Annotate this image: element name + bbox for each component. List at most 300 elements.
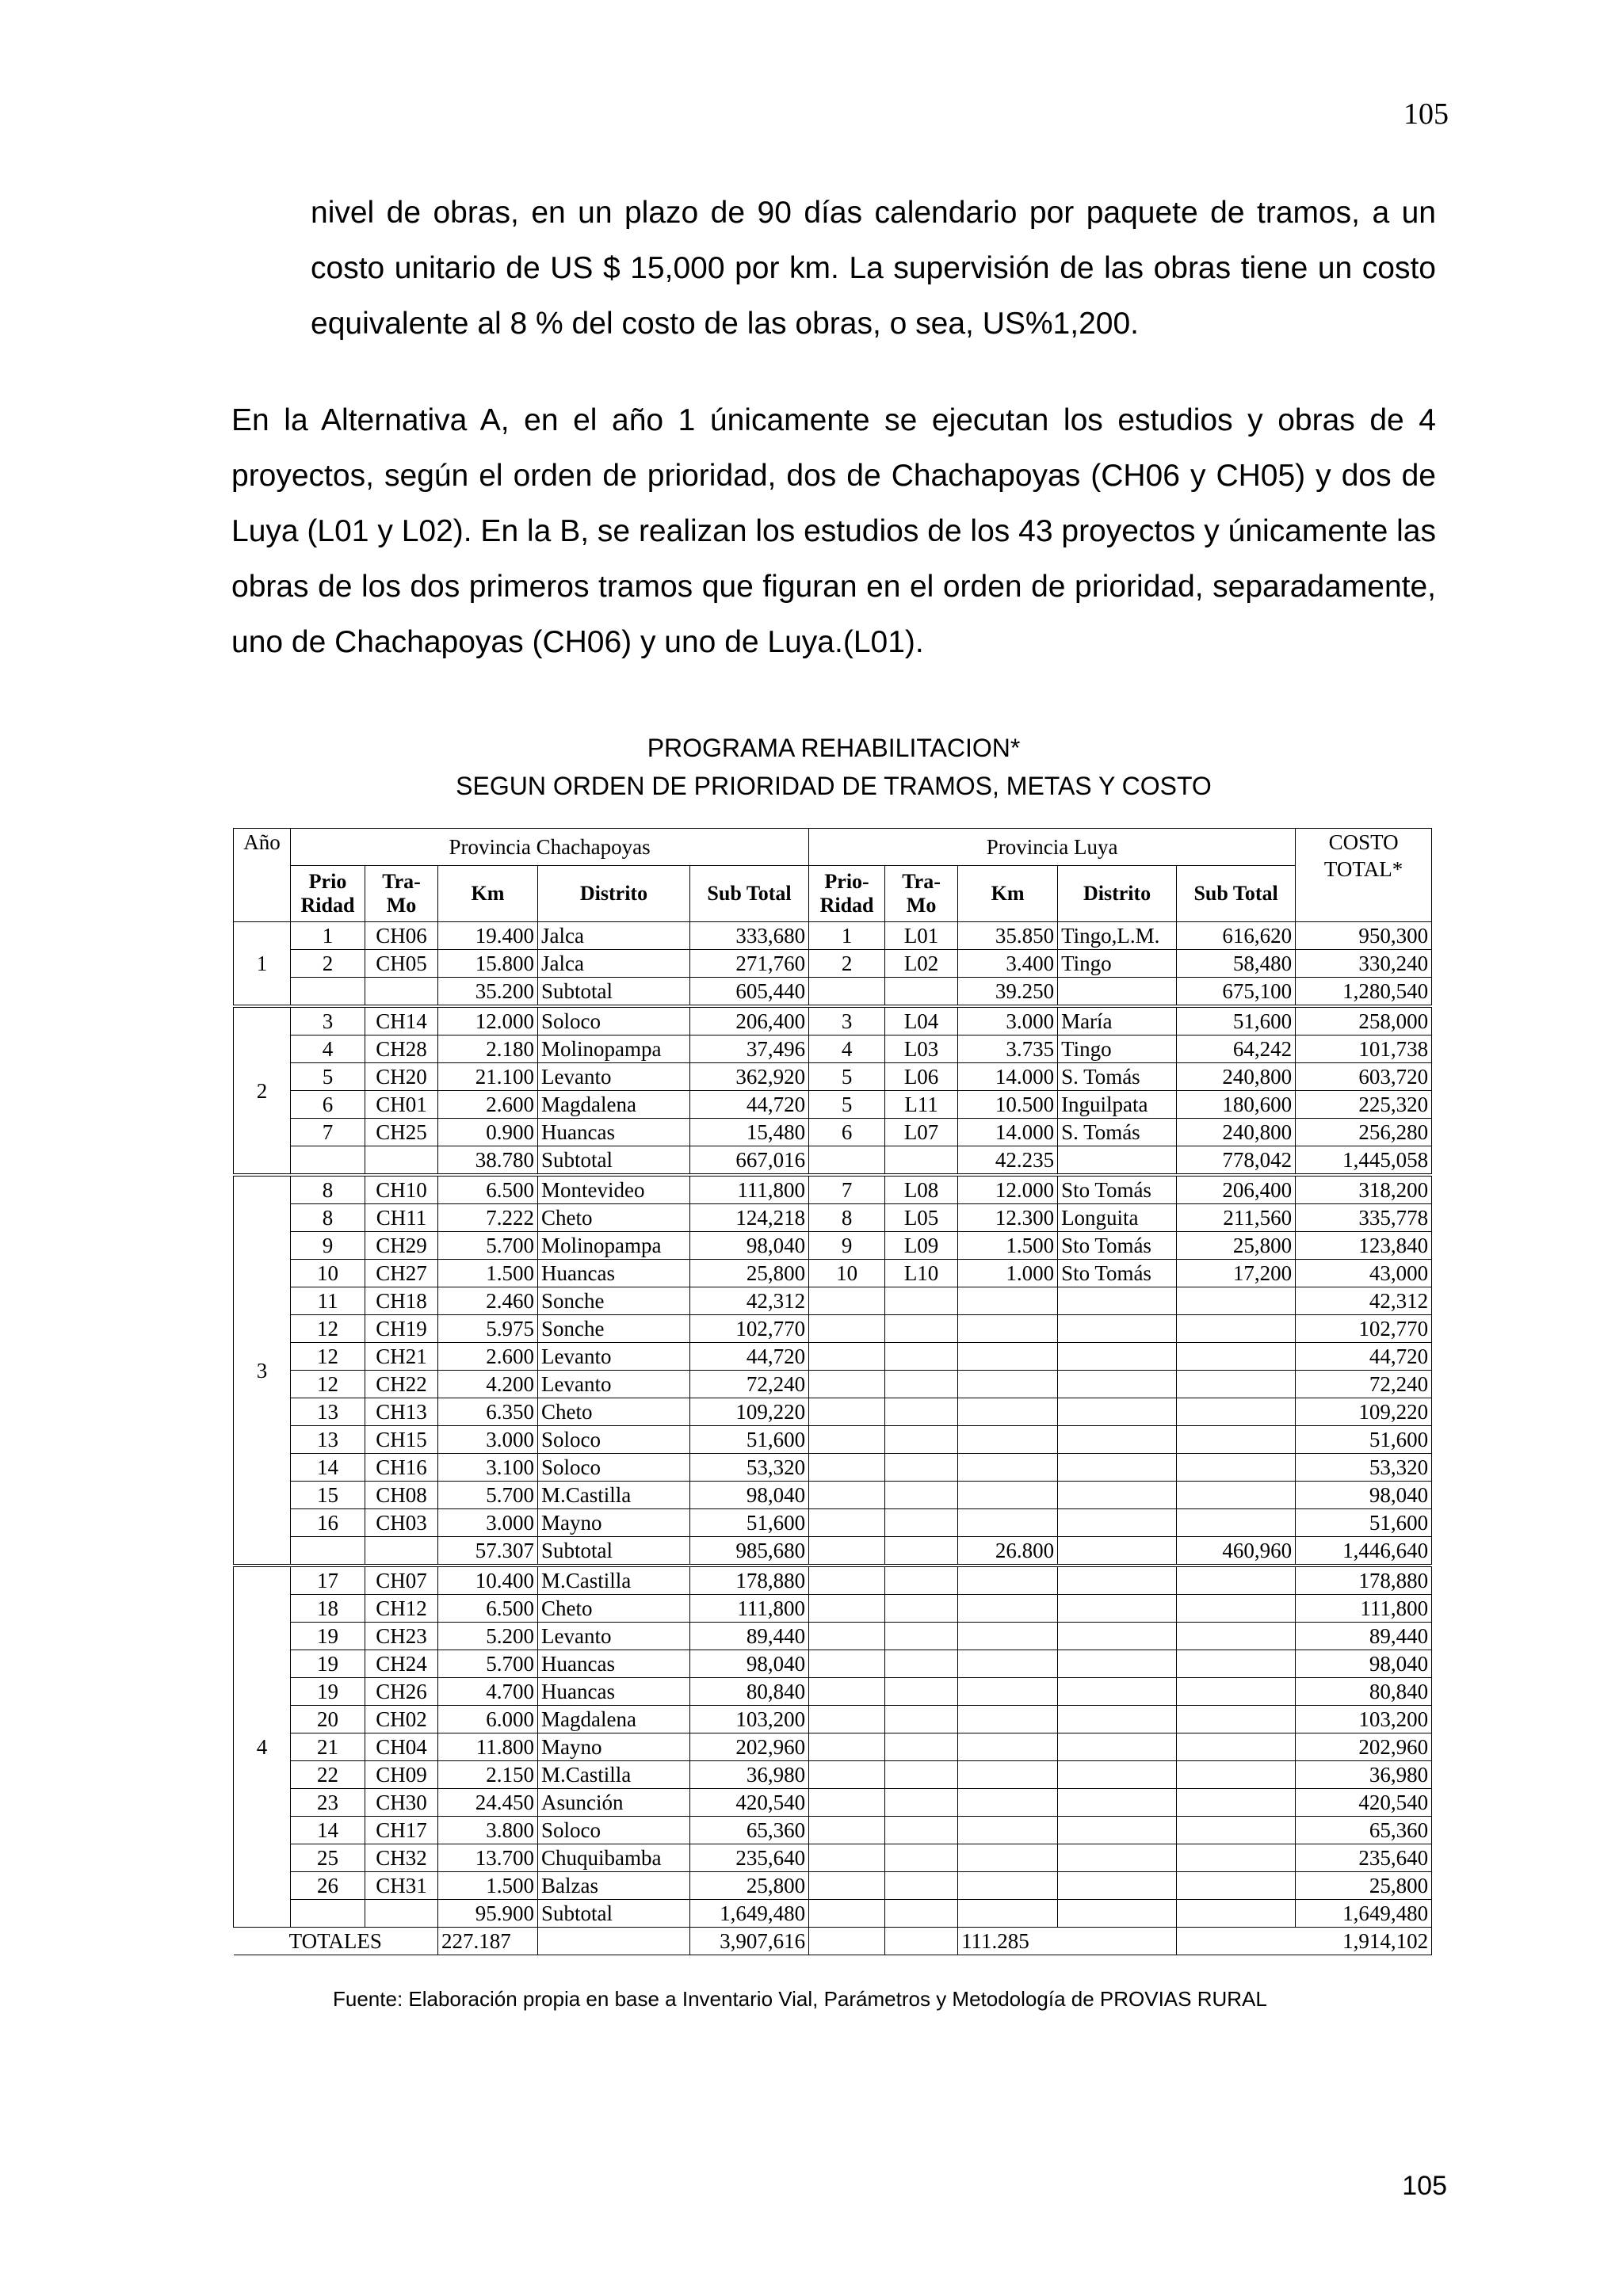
- table-cell: L11: [885, 1091, 958, 1119]
- table-cell: [958, 1398, 1058, 1426]
- table-cell: 1.000: [958, 1260, 1058, 1287]
- header-costo-total: [1296, 829, 1432, 922]
- table-cell: [1177, 1817, 1296, 1844]
- table-cell: [958, 1623, 1058, 1650]
- table-cell: [885, 1482, 958, 1509]
- table-cell: Chuquibamba: [538, 1844, 690, 1872]
- table-cell: Levanto: [538, 1063, 690, 1091]
- table-cell: 124,218: [690, 1204, 809, 1232]
- header-subtotal-l: Sub Total: [1177, 866, 1296, 922]
- table-cell: 3: [291, 1006, 365, 1035]
- table-cell: 5: [809, 1091, 885, 1119]
- table-cell: 19.400: [438, 922, 538, 950]
- table-cell: 15: [291, 1482, 365, 1509]
- table-row: [234, 1595, 1432, 1623]
- table-cell: 420,540: [1296, 1789, 1432, 1817]
- table-cell: 43,000: [1296, 1260, 1432, 1287]
- table-cell: 333,680: [690, 922, 809, 950]
- table-cell: [958, 1706, 1058, 1733]
- table-cell: 8: [291, 1204, 365, 1232]
- table-cell: 72,240: [690, 1371, 809, 1398]
- table-cell: 17: [291, 1566, 365, 1595]
- table-cell: 95.900: [438, 1900, 538, 1928]
- table-cell: 675,100: [1177, 978, 1296, 1007]
- table-cell: [1058, 1509, 1177, 1537]
- header-tramo-l-line2: Mo: [906, 894, 937, 917]
- totals-spacer-3: [885, 1928, 958, 1955]
- table-row: [234, 1260, 1432, 1287]
- table-cell: 605,440: [690, 978, 809, 1007]
- totals-row: [234, 1928, 1432, 1955]
- table-cell: Tingo: [1058, 1035, 1177, 1063]
- table-cell: [958, 1817, 1058, 1844]
- rehabilitation-table: [233, 828, 1432, 1955]
- table-row: [234, 1706, 1432, 1733]
- table-row: [234, 1426, 1432, 1454]
- rehabilitation-table-wrapper: [233, 828, 1431, 1955]
- table-cell: 6: [291, 1091, 365, 1119]
- table-cell: 51,600: [690, 1426, 809, 1454]
- table-cell: [885, 1146, 958, 1176]
- year-cell: 1: [234, 922, 291, 1007]
- table-cell: 420,540: [690, 1789, 809, 1817]
- table-cell: CH24: [365, 1650, 438, 1678]
- table-cell: 1,445,058: [1296, 1146, 1432, 1176]
- table-cell: L02: [885, 950, 958, 978]
- table-cell: [1177, 1872, 1296, 1900]
- table-row: [234, 922, 1432, 950]
- table-cell: Magdalena: [538, 1706, 690, 1733]
- table-cell: Soloco: [538, 1817, 690, 1844]
- table-cell: [1177, 1733, 1296, 1761]
- table-cell: [958, 1454, 1058, 1482]
- table-cell: 37,496: [690, 1035, 809, 1063]
- table-row: [234, 1119, 1432, 1146]
- table-cell: María: [1058, 1006, 1177, 1035]
- table-cell: CH08: [365, 1482, 438, 1509]
- table-cell: [885, 1844, 958, 1872]
- totals-sub-l: 1,914,102: [1177, 1928, 1432, 1955]
- table-cell: Huancas: [538, 1260, 690, 1287]
- table-cell: CH02: [365, 1706, 438, 1733]
- table-row: [234, 1900, 1432, 1928]
- table-cell: Longuita: [1058, 1204, 1177, 1232]
- table-cell: [809, 1900, 885, 1928]
- header-row-provinces: [234, 829, 1432, 866]
- table-cell: CH29: [365, 1232, 438, 1260]
- table-cell: L07: [885, 1119, 958, 1146]
- table-cell: Tingo,L.M.: [1058, 922, 1177, 950]
- table-cell: 271,760: [690, 950, 809, 978]
- table-cell: Jalca: [538, 922, 690, 950]
- header-tramo-ch-line2: Mo: [386, 894, 417, 917]
- table-cell: 1,280,540: [1296, 978, 1432, 1007]
- year-cell: 2: [234, 1006, 291, 1175]
- table-cell: [1058, 1537, 1177, 1566]
- table-cell: [1058, 1900, 1177, 1928]
- table-cell: [1177, 1706, 1296, 1733]
- table-cell: [885, 1817, 958, 1844]
- table-cell: [1058, 1650, 1177, 1678]
- table-cell: 98,040: [1296, 1650, 1432, 1678]
- table-cell: [958, 1650, 1058, 1678]
- table-cell: 58,480: [1177, 950, 1296, 978]
- table-cell: 318,200: [1296, 1175, 1432, 1204]
- table-cell: [809, 1454, 885, 1482]
- table-cell: 667,016: [690, 1146, 809, 1176]
- table-cell: Montevideo: [538, 1175, 690, 1204]
- table-cell: 1,649,480: [1296, 1900, 1432, 1928]
- table-cell: 98,040: [690, 1482, 809, 1509]
- table-cell: 2.180: [438, 1035, 538, 1063]
- table-cell: 14: [291, 1817, 365, 1844]
- table-row: [234, 1844, 1432, 1872]
- table-cell: [1058, 1678, 1177, 1706]
- table-cell: [809, 1706, 885, 1733]
- table-row: [234, 1537, 1432, 1566]
- table-cell: [809, 1371, 885, 1398]
- table-cell: 15.800: [438, 950, 538, 978]
- table-cell: [958, 1900, 1058, 1928]
- table-row: [234, 1204, 1432, 1232]
- table-cell: [1058, 1454, 1177, 1482]
- table-cell: Huancas: [538, 1650, 690, 1678]
- table-cell: 7: [291, 1119, 365, 1146]
- header-tramo-l-line1: Tra-: [902, 870, 941, 893]
- table-cell: CH23: [365, 1623, 438, 1650]
- table-cell: 950,300: [1296, 922, 1432, 950]
- table-cell: [958, 1343, 1058, 1371]
- table-cell: [885, 1706, 958, 1733]
- table-cell: Levanto: [538, 1371, 690, 1398]
- table-cell: [885, 1566, 958, 1595]
- table-cell: 38.780: [438, 1146, 538, 1176]
- table-cell: 202,960: [1296, 1733, 1432, 1761]
- table-cell: 64,242: [1177, 1035, 1296, 1063]
- table-cell: 603,720: [1296, 1063, 1432, 1091]
- table-cell: CH25: [365, 1119, 438, 1146]
- table-cell: 206,400: [1177, 1175, 1296, 1204]
- table-cell: L05: [885, 1204, 958, 1232]
- table-cell: [1058, 1595, 1177, 1623]
- table-cell: 98,040: [1296, 1482, 1432, 1509]
- table-cell: [958, 1595, 1058, 1623]
- table-cell: Subtotal: [538, 978, 690, 1007]
- table-cell: CH01: [365, 1091, 438, 1119]
- table-cell: 6.000: [438, 1706, 538, 1733]
- table-cell: 25,800: [690, 1260, 809, 1287]
- table-row: [234, 1315, 1432, 1343]
- table-cell: CH07: [365, 1566, 438, 1595]
- table-cell: 3: [809, 1006, 885, 1035]
- table-cell: 51,600: [1296, 1426, 1432, 1454]
- table-cell: [809, 1761, 885, 1789]
- table-cell: 616,620: [1177, 922, 1296, 950]
- table-cell: [1177, 1454, 1296, 1482]
- table-cell: CH22: [365, 1371, 438, 1398]
- table-cell: [885, 1371, 958, 1398]
- paragraph-2: En la Alternativa A, en el año 1 únicamente se ejecutan los estudios y obras de 4 proyectos, según el orden de prioridad, dos de Chachapoyas (CH06 y CH05) y dos de Luya (L01 y L02). En la B, se realizan los estudios de los 43 proyectos y únicamente las obras de los dos primeros tramos que figuran en el orden de prioridad, separadamente, uno de Chachapoyas (CH06) y uno de Luya.(L01).: [231, 403, 1436, 659]
- header-subtotal-ch: Sub Total: [690, 866, 809, 922]
- table-cell: [958, 1733, 1058, 1761]
- table-cell: CH15: [365, 1426, 438, 1454]
- table-cell: S. Tomás: [1058, 1119, 1177, 1146]
- table-cell: CH10: [365, 1175, 438, 1204]
- table-cell: CH31: [365, 1872, 438, 1900]
- table-row: [234, 1063, 1432, 1091]
- table-cell: [809, 1595, 885, 1623]
- table-row: [234, 1232, 1432, 1260]
- table-cell: L09: [885, 1232, 958, 1260]
- table-cell: Soloco: [538, 1454, 690, 1482]
- table-cell: 23: [291, 1789, 365, 1817]
- table-cell: 206,400: [690, 1006, 809, 1035]
- table-cell: Tingo: [1058, 950, 1177, 978]
- table-cell: [958, 1789, 1058, 1817]
- table-cell: L10: [885, 1260, 958, 1287]
- table-cell: [809, 1146, 885, 1176]
- table-cell: 13.700: [438, 1844, 538, 1872]
- table-cell: [809, 1844, 885, 1872]
- header-prio-l-line2: Ridad: [819, 894, 874, 917]
- table-cell: 5.200: [438, 1623, 538, 1650]
- table-cell: 6.500: [438, 1595, 538, 1623]
- table-row: [234, 1733, 1432, 1761]
- table-cell: 42,312: [690, 1287, 809, 1315]
- table-cell: 985,680: [690, 1537, 809, 1566]
- table-cell: 12.300: [958, 1204, 1058, 1232]
- table-cell: 2: [291, 950, 365, 978]
- table-cell: 65,360: [690, 1817, 809, 1844]
- table-cell: [365, 1900, 438, 1928]
- source-note: Fuente: Elaboración propia en base a Inventario Vial, Parámetros y Metodología de PROVIAS RURAL: [333, 1987, 1267, 2011]
- table-cell: [885, 1733, 958, 1761]
- table-cell: 89,440: [690, 1623, 809, 1650]
- table-cell: [809, 1872, 885, 1900]
- header-tramo-ch-line1: Tra-: [382, 870, 421, 893]
- table-cell: 42.235: [958, 1146, 1058, 1176]
- header-costo-line1: COSTO: [1328, 830, 1399, 854]
- table-cell: [1058, 1398, 1177, 1426]
- table-row: [234, 950, 1432, 978]
- table-cell: Huancas: [538, 1119, 690, 1146]
- table-cell: [291, 1900, 365, 1928]
- table-cell: 240,800: [1177, 1063, 1296, 1091]
- table-cell: 0.900: [438, 1119, 538, 1146]
- table-cell: [809, 1426, 885, 1454]
- table-cell: 51,600: [1296, 1509, 1432, 1537]
- header-row-columns: [234, 866, 1432, 922]
- table-cell: [958, 1426, 1058, 1454]
- table-cell: 102,770: [690, 1315, 809, 1343]
- table-cell: 258,000: [1296, 1006, 1432, 1035]
- table-row: [234, 1678, 1432, 1706]
- table-title-line-2: SEGUN ORDEN DE PRIORIDAD DE TRAMOS, METAS Y COSTO: [456, 772, 1212, 800]
- table-cell: 2.460: [438, 1287, 538, 1315]
- table-cell: Sonche: [538, 1287, 690, 1315]
- table-cell: 44,720: [690, 1091, 809, 1119]
- table-cell: Inguilpata: [1058, 1091, 1177, 1119]
- table-cell: 1,446,640: [1296, 1537, 1432, 1566]
- table-cell: 109,220: [690, 1398, 809, 1426]
- table-cell: 17,200: [1177, 1260, 1296, 1287]
- table-cell: Subtotal: [538, 1146, 690, 1176]
- header-tramo-l: [885, 866, 958, 922]
- table-cell: 10.400: [438, 1566, 538, 1595]
- table-cell: [885, 1315, 958, 1343]
- table-cell: [1177, 1398, 1296, 1426]
- table-cell: [885, 1343, 958, 1371]
- table-cell: [885, 1678, 958, 1706]
- table-cell: 102,770: [1296, 1315, 1432, 1343]
- table-cell: Mayno: [538, 1509, 690, 1537]
- table-cell: [885, 1287, 958, 1315]
- table-cell: Cheto: [538, 1595, 690, 1623]
- table-cell: 19: [291, 1623, 365, 1650]
- table-cell: 8: [809, 1204, 885, 1232]
- table-cell: 5: [809, 1063, 885, 1091]
- header-km-l: Km: [958, 866, 1058, 922]
- table-cell: Sonche: [538, 1315, 690, 1343]
- table-cell: [885, 1872, 958, 1900]
- table-cell: [1058, 1872, 1177, 1900]
- table-cell: CH21: [365, 1343, 438, 1371]
- totals-label: TOTALES: [234, 1928, 438, 1955]
- table-cell: L01: [885, 922, 958, 950]
- table-row: [234, 1817, 1432, 1844]
- table-cell: Asunción: [538, 1789, 690, 1817]
- table-cell: 10: [291, 1260, 365, 1287]
- table-cell: [958, 1678, 1058, 1706]
- table-cell: CH20: [365, 1063, 438, 1091]
- table-cell: L03: [885, 1035, 958, 1063]
- table-cell: 362,920: [690, 1063, 809, 1091]
- header-km-ch: Km: [438, 866, 538, 922]
- table-cell: [1177, 1315, 1296, 1343]
- table-cell: 21: [291, 1733, 365, 1761]
- table-cell: 101,738: [1296, 1035, 1432, 1063]
- table-cell: [1058, 1789, 1177, 1817]
- table-cell: [1177, 1595, 1296, 1623]
- table-cell: 24.450: [438, 1789, 538, 1817]
- table-cell: [1058, 1817, 1177, 1844]
- table-cell: CH14: [365, 1006, 438, 1035]
- table-cell: [1058, 1844, 1177, 1872]
- table-cell: Soloco: [538, 1006, 690, 1035]
- table-cell: 98,040: [690, 1650, 809, 1678]
- table-row: [234, 1482, 1432, 1509]
- table-cell: 12: [291, 1371, 365, 1398]
- table-cell: CH13: [365, 1398, 438, 1426]
- table-cell: [809, 1315, 885, 1343]
- table-cell: 3.100: [438, 1454, 538, 1482]
- table-cell: 10: [809, 1260, 885, 1287]
- table-cell: 80,840: [1296, 1678, 1432, 1706]
- table-cell: 89,440: [1296, 1623, 1432, 1650]
- table-row: [234, 1761, 1432, 1789]
- table-row: [234, 1566, 1432, 1595]
- table-row: [234, 978, 1432, 1007]
- table-cell: S. Tomás: [1058, 1063, 1177, 1091]
- paragraph-1: nivel de obras, en un plazo de 90 días calendario por paquete de tramos, a un costo unitario de US $ 15,000 por km. La supervisión de las obras tiene un costo equivalente al 8 % del costo de las obras, o sea, US%1,200.: [311, 196, 1436, 341]
- table-cell: 5.700: [438, 1650, 538, 1678]
- year-cell: 4: [234, 1566, 291, 1928]
- table-cell: L04: [885, 1006, 958, 1035]
- table-cell: [885, 1595, 958, 1623]
- table-cell: [958, 1482, 1058, 1509]
- table-cell: [1177, 1371, 1296, 1398]
- table-cell: Subtotal: [538, 1900, 690, 1928]
- table-cell: [809, 1817, 885, 1844]
- table-row: [234, 1872, 1432, 1900]
- table-cell: 12: [291, 1343, 365, 1371]
- table-cell: 202,960: [690, 1733, 809, 1761]
- table-cell: 35.200: [438, 978, 538, 1007]
- table-cell: 5.975: [438, 1315, 538, 1343]
- table-row: [234, 1343, 1432, 1371]
- table-cell: 3.000: [438, 1509, 538, 1537]
- table-cell: 1.500: [438, 1260, 538, 1287]
- table-cell: [1177, 1789, 1296, 1817]
- table-cell: 235,640: [690, 1844, 809, 1872]
- totals-spacer-2: [809, 1928, 885, 1955]
- table-cell: 26.800: [958, 1537, 1058, 1566]
- totals-spacer-1: [538, 1928, 690, 1955]
- table-row: [234, 1006, 1432, 1035]
- table-cell: [885, 1537, 958, 1566]
- table-cell: 10.500: [958, 1091, 1058, 1119]
- table-cell: [1177, 1761, 1296, 1789]
- totals-sub-ch: 3,907,616: [690, 1928, 809, 1955]
- header-prov-luya: Provincia Luya: [809, 829, 1296, 866]
- table-cell: [809, 1537, 885, 1566]
- table-title: [231, 729, 1436, 805]
- table-cell: 335,778: [1296, 1204, 1432, 1232]
- table-cell: [885, 1650, 958, 1678]
- table-cell: 12.000: [438, 1006, 538, 1035]
- table-cell: [809, 1287, 885, 1315]
- table-cell: Subtotal: [538, 1537, 690, 1566]
- table-cell: [1058, 1761, 1177, 1789]
- table-cell: [1177, 1650, 1296, 1678]
- table-cell: [1058, 1733, 1177, 1761]
- table-cell: 103,200: [690, 1706, 809, 1733]
- table-cell: [1058, 1287, 1177, 1315]
- table-cell: 4.700: [438, 1678, 538, 1706]
- table-row: [234, 1789, 1432, 1817]
- table-cell: Levanto: [538, 1343, 690, 1371]
- table-cell: [885, 1900, 958, 1928]
- table-cell: 5.700: [438, 1482, 538, 1509]
- table-cell: 72,240: [1296, 1371, 1432, 1398]
- table-cell: 2.150: [438, 1761, 538, 1789]
- table-cell: Soloco: [538, 1426, 690, 1454]
- table-cell: [958, 1509, 1058, 1537]
- table-cell: CH12: [365, 1595, 438, 1623]
- table-cell: [1058, 1623, 1177, 1650]
- table-cell: Sto Tomás: [1058, 1260, 1177, 1287]
- table-cell: 25,800: [1296, 1872, 1432, 1900]
- table-cell: [809, 1398, 885, 1426]
- table-cell: [1058, 1706, 1177, 1733]
- table-cell: Mayno: [538, 1733, 690, 1761]
- header-prio-l: [809, 866, 885, 922]
- table-cell: 240,800: [1177, 1119, 1296, 1146]
- table-cell: 51,600: [690, 1509, 809, 1537]
- table-cell: [809, 1566, 885, 1595]
- table-cell: 20: [291, 1706, 365, 1733]
- table-row: [234, 1650, 1432, 1678]
